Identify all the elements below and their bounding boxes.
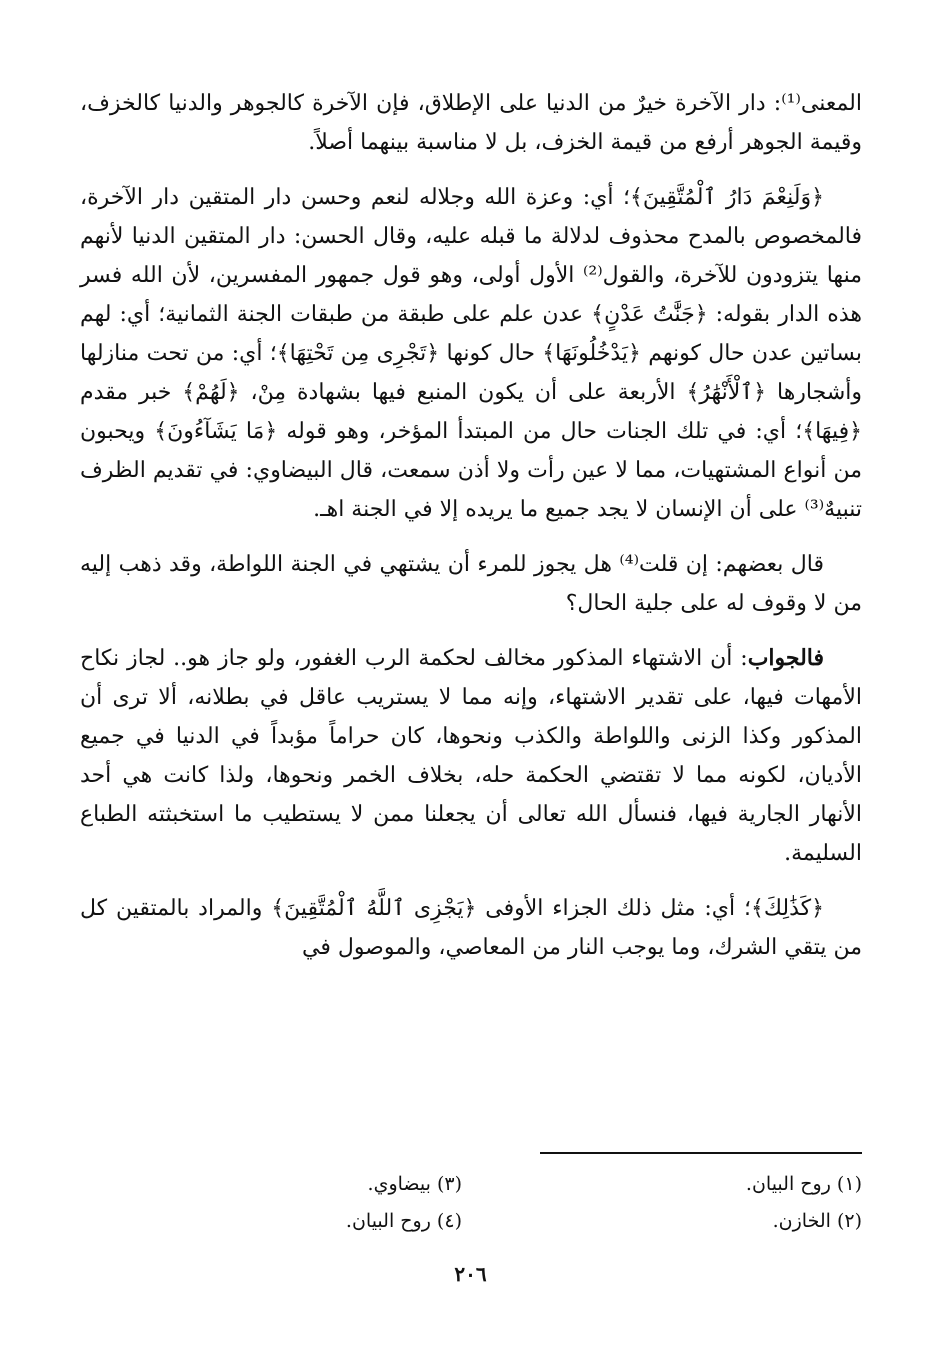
footnote-2: (٢) الخازن.: [772, 1210, 862, 1232]
footnote-divider: [540, 1152, 862, 1154]
footnote-4: (٤) روح البيان.: [345, 1210, 462, 1232]
page-body: [80, 84, 862, 983]
footnote-1: (١) روح البيان.: [745, 1173, 862, 1195]
answer-text: : أن الاشتهاء المذكور مخالف لحكمة الرب الغفور، ولو جاز هو.. لجاز نكاح الأمهات فيها، على تقدير الاشتهاء، وإنه مما لا يستريب عاقل في بطلانه، ألا ترى أن المذكور وكذا الزنى واللواطة والكذب ونحوها، كان حراماً مؤبداً في الدنيا في جميع الأديان، لكونه مما لا تقتضي الحكمة حله، بخلاف الخمر ونحوها، ولذا كانت هي أحد الأنهار الجارية فيها، فنسأل الله تعالى أن يجعلنا ممن لا يستطيب ما استخبثته الطباع السليمة.: [80, 646, 862, 866]
paragraph-5: ﴿كَذَٰلِكَ﴾؛ أي: مثل ذلك الجزاء الأوفى ﴿يَجْزِى ٱللَّهُ ٱلْمُتَّقِينَ﴾ والمراد بالمتقين كل من يتقي الشرك، وما يوجب النار من المعاصي، والموصول في: [80, 896, 862, 960]
footnotes: [80, 1170, 862, 1244]
answer-label: فالجواب: [747, 645, 824, 671]
paragraph-1: المعنى⁽¹⁾: دار الآخرة خيرٌ من الدنيا على الإطلاق، فإن الآخرة كالجوهر والدنيا كالخزف، وقيمة الجوهر أرفع من قيمة الخزف، بل لا مناسبة بينهما أصلاً.: [80, 91, 862, 155]
page-number: ٢٠٦: [454, 1262, 487, 1286]
paragraph-2: ﴿وَلَنِعْمَ دَارُ ٱلْمُتَّقِينَ﴾؛ أي: وعزة الله وجلاله لنعم وحسن دار المتقين دار الآخرة، فالمخصوص بالمدح محذوف لدلالة ما قبله عليه، وقال الحسن: دار المتقين الدنيا لأنهم منها يتزودون للآخرة، والقول⁽²⁾ الأول أولى، وهو قول جمهور المفسرين، لأن الله فسر هذه الدار بقوله: ﴿جَنَّٰتُ عَدْنٍ﴾ عدن علم على طبقة من طبقات الجنة الثمانية؛ أي: لهم بساتين عدن حال كونهم ﴿يَدْخُلُونَهَا﴾ حال كونها ﴿تَجْرِى مِن تَحْتِهَا﴾؛ أي: من تحت منازلها وأشجارها ﴿ٱلْأَنْهَٰرُ﴾ الأربعة على أن يكون المنبع فيها بشهادة مِنْ، ﴿لَهُمْ﴾ خبر مقدم ﴿فِيهَا﴾؛ أي: في تلك الجنات حال من المبتدأ المؤخر، وهو قوله ﴿مَا يَشَآءُونَ﴾ ويحبون من أنواع المشتهيات، مما لا عين رأت ولا أذن سمعت، قال البيضاوي: في تقديم الظرف تنبيهٌ⁽³⁾ على أن الإنسان لا يجد جميع ما يريده إلا في الجنة اهـ.: [80, 185, 862, 522]
footnote-3: (٣) بيضاوي.: [367, 1173, 462, 1195]
paragraph-4: [80, 639, 862, 873]
paragraph-3: قال بعضهم: إن قلت⁽⁴⁾ هل يجوز للمرء أن يشتهي في الجنة اللواطة، وقد ذهب إليه من لا وقوف له على جلية الحال؟: [80, 552, 862, 616]
